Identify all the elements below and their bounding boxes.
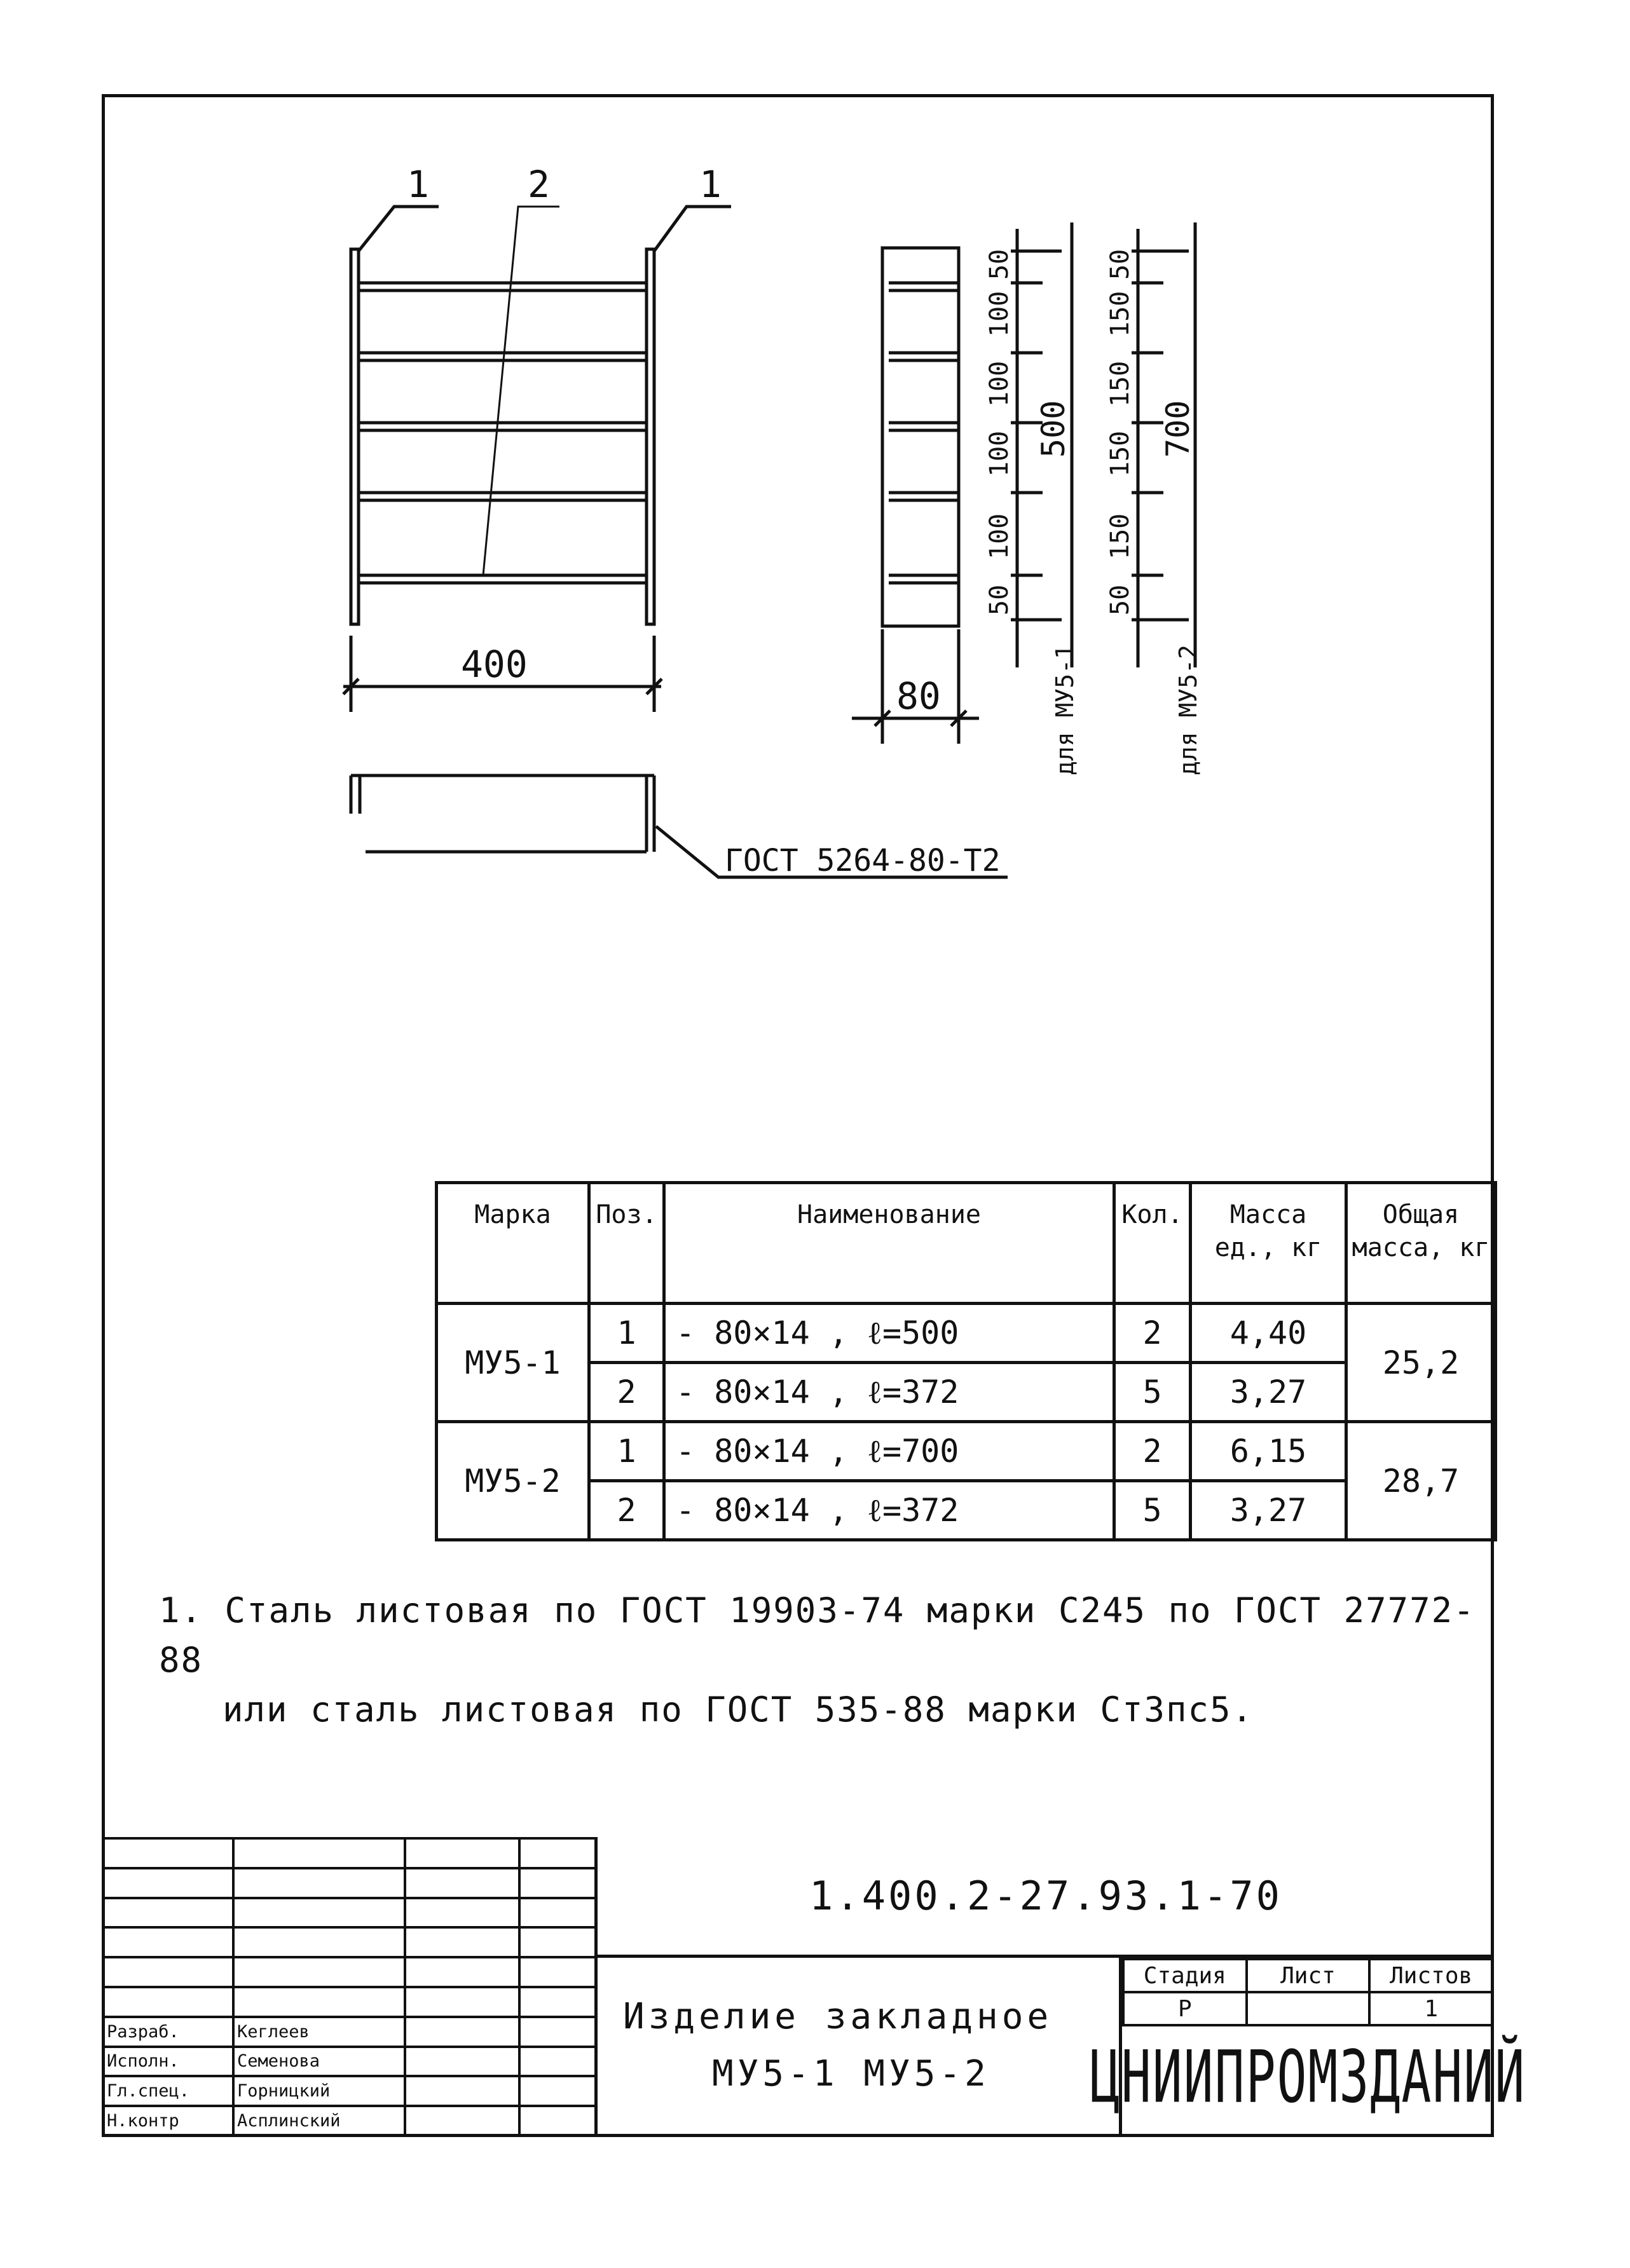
name-cell: - 80×14 , ℓ=500 <box>664 1304 1114 1363</box>
mark-cell: МУ5-2 <box>437 1422 589 1540</box>
pos-cell: 2 <box>589 1363 664 1422</box>
drawing-views <box>0 0 1630 953</box>
signature-row <box>103 2076 596 2106</box>
role-cell: Н.контр <box>103 2106 233 2136</box>
header-qty: Кол. <box>1114 1183 1191 1304</box>
name-cell: Асплинский <box>233 2106 405 2136</box>
dim-a-6: 50 <box>985 584 1014 615</box>
table-row <box>437 1422 1496 1481</box>
signature-cell <box>405 2106 519 2136</box>
mass-cell: 3,27 <box>1191 1481 1346 1540</box>
name-cell: - 80×14 , ℓ=372 <box>664 1363 1114 1422</box>
specification-table <box>435 1181 1497 1541</box>
signature-cell <box>405 2076 519 2106</box>
name-cell: - 80×14 , ℓ=700 <box>664 1422 1114 1481</box>
document-title <box>594 1958 1119 2137</box>
mass-cell: 6,15 <box>1191 1422 1346 1481</box>
dim-b-label: для МУ5-2 <box>1174 645 1202 775</box>
width-dimension: 400 <box>461 643 528 686</box>
dim-a-5: 100 <box>985 513 1014 559</box>
sheets-label: Листов <box>1369 1959 1493 1992</box>
qty-cell: 5 <box>1114 1363 1191 1422</box>
name-cell: - 80×14 , ℓ=372 <box>664 1481 1114 1540</box>
mark-cell: МУ5-1 <box>437 1304 589 1422</box>
signature-row <box>103 2017 596 2047</box>
mass-cell: 3,27 <box>1191 1363 1346 1422</box>
mass-cell: 4,40 <box>1191 1304 1346 1363</box>
pos-cell: 1 <box>589 1304 664 1363</box>
dim-b-1: 50 <box>1106 249 1135 280</box>
notes <box>159 1586 1481 1735</box>
signature-cell <box>405 2047 519 2077</box>
dim-b-2: 150 <box>1106 290 1135 337</box>
dim-a-4: 100 <box>985 430 1014 477</box>
dim-b-5: 150 <box>1106 513 1135 559</box>
signature-row <box>103 2106 596 2136</box>
dim-a-1: 50 <box>985 249 1014 280</box>
organization-name: ЦНИИПРОМЗДАНИЙ <box>1090 2036 1526 2120</box>
role-cell: Разраб. <box>103 2017 233 2047</box>
name-cell: Кеглеев <box>233 2017 405 2047</box>
dim-a-3: 100 <box>985 360 1014 407</box>
header-unit-mass: Масса ед., кг <box>1191 1183 1346 1304</box>
table-header-row <box>437 1183 1496 1304</box>
total-mass-cell: 25,2 <box>1346 1304 1496 1422</box>
qty-cell: 2 <box>1114 1304 1191 1363</box>
dim-b-6: 50 <box>1106 584 1135 615</box>
dim-b-4: 150 <box>1106 430 1135 477</box>
header-name: Наименование <box>664 1183 1114 1304</box>
leader-2-label: 2 <box>528 163 550 206</box>
table-row <box>437 1363 1496 1422</box>
stage-value: Р <box>1123 1992 1247 2025</box>
signature-row <box>103 2047 596 2077</box>
weld-note: ГОСТ 5264-80-Т2 <box>725 843 1001 878</box>
sheet-label: Лист <box>1247 1959 1370 1992</box>
role-cell: Исполн. <box>103 2047 233 2077</box>
note-line-1: 1. Сталь листовая по ГОСТ 19903-74 марки С245 по ГОСТ 27772-88 <box>159 1590 1476 1680</box>
pos-cell: 1 <box>589 1422 664 1481</box>
name-cell: Горницкий <box>233 2076 405 2106</box>
qty-cell: 2 <box>1114 1422 1191 1481</box>
note-line-2: или сталь листовая по ГОСТ 535-88 марки Ст3пс5. <box>223 1690 1254 1730</box>
header-total-mass: Общая масса, кг <box>1346 1183 1496 1304</box>
leader-1-right-label: 1 <box>699 163 722 206</box>
name-cell: Семенова <box>233 2047 405 2077</box>
signature-grid <box>102 1837 597 2137</box>
dim-a-label: для МУ5-1 <box>1051 645 1079 775</box>
role-cell: Гл.спец. <box>103 2076 233 2106</box>
dim-b-total: 700 <box>1160 400 1196 458</box>
stage-block <box>1090 1958 1526 2137</box>
stage-label: Стадия <box>1123 1959 1247 1992</box>
dim-b-3: 150 <box>1106 360 1135 407</box>
title-line-2: МУ5-1 МУ5-2 <box>712 2053 990 2094</box>
sheets-value: 1 <box>1369 1992 1493 2025</box>
depth-dimension: 80 <box>896 674 941 718</box>
dim-a-total: 500 <box>1035 400 1072 458</box>
header-pos: Поз. <box>589 1183 664 1304</box>
title-line-1: Изделие закладное <box>623 1996 1053 2037</box>
header-mark: Марка <box>437 1183 589 1304</box>
pos-cell: 2 <box>589 1481 664 1540</box>
document-code: 1.400.2-27.93.1-70 <box>594 1837 1494 1958</box>
total-mass-cell: 28,7 <box>1346 1422 1496 1540</box>
title-block <box>102 1837 1526 2137</box>
dim-a-2: 100 <box>985 290 1014 337</box>
leader-1-left-label: 1 <box>407 163 429 206</box>
table-row <box>437 1304 1496 1363</box>
signature-cell <box>405 2017 519 2047</box>
table-row <box>437 1481 1496 1540</box>
qty-cell: 5 <box>1114 1481 1191 1540</box>
